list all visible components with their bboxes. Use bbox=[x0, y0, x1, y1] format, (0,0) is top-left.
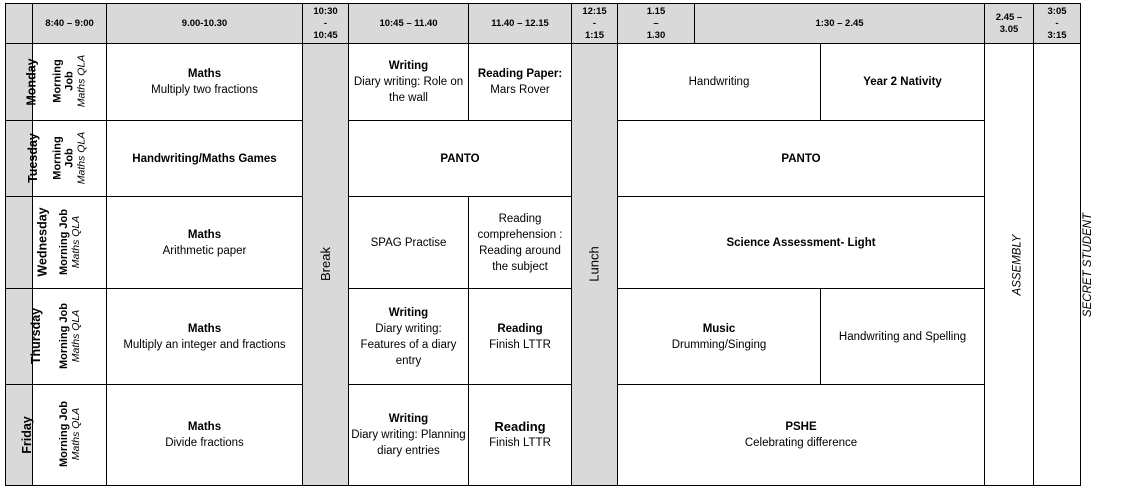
lesson-tuesday-2: PANTO bbox=[349, 121, 572, 197]
lesson-thursday-4: Music Drumming/Singing bbox=[618, 289, 821, 385]
lesson-monday-4: Handwriting bbox=[618, 44, 821, 121]
day-label-tuesday: Tuesday bbox=[6, 121, 33, 197]
day-label-wednesday: Wednesday bbox=[6, 197, 33, 289]
lesson-monday-5: Year 2 Nativity bbox=[821, 44, 985, 121]
lesson-thursday-1: Maths Multiply an integer and fractions bbox=[107, 289, 303, 385]
morning-job-thursday: Morning Job Maths QLA bbox=[33, 289, 107, 385]
morning-job-tuesday: Morning Job Maths QLA bbox=[33, 121, 107, 197]
time-header-afternoon-start: 1.15 – 1.30 bbox=[618, 4, 695, 44]
day-label-thursday: Thursday bbox=[6, 289, 33, 385]
time-header-session-2: 10:45 – 11.40 bbox=[349, 4, 469, 44]
lesson-wednesday-2: SPAG Practise bbox=[349, 197, 469, 289]
break-column: Break bbox=[303, 44, 349, 486]
row-friday bbox=[6, 385, 1081, 486]
row-tuesday bbox=[6, 121, 1081, 197]
lesson-friday-2: Writing Diary writing: Planning diary entries bbox=[349, 385, 469, 486]
lesson-wednesday-4: Science Assessment- Light bbox=[618, 197, 985, 289]
corner-cell bbox=[6, 4, 33, 44]
lesson-friday-3: Reading Finish LTTR bbox=[469, 385, 572, 486]
lesson-tuesday-3: PANTO bbox=[618, 121, 985, 197]
lesson-wednesday-1: Maths Arithmetic paper bbox=[107, 197, 303, 289]
time-header-secret-student: 3:05 - 3:15 bbox=[1034, 4, 1081, 44]
lesson-wednesday-3: Reading comprehension : Reading around the subject bbox=[469, 197, 572, 289]
assembly-column: ASSEMBLY bbox=[985, 44, 1034, 486]
lesson-thursday-2: Writing Diary writing: Features of a diary entry bbox=[349, 289, 469, 385]
lesson-friday-4: PSHE Celebrating difference bbox=[618, 385, 985, 486]
time-header-morning-job: 8:40 – 9:00 bbox=[33, 4, 107, 44]
morning-job-monday: Morning Job Maths QLA bbox=[33, 44, 107, 121]
time-header-break: 10:30 - 10:45 bbox=[303, 4, 349, 44]
lesson-thursday-3: Reading Finish LTTR bbox=[469, 289, 572, 385]
lesson-monday-1: Maths Multiply two fractions bbox=[107, 44, 303, 121]
day-label-monday: Monday bbox=[6, 44, 33, 121]
time-header-assembly: 2.45 – 3.05 bbox=[985, 4, 1034, 44]
lesson-monday-3: Reading Paper: Mars Rover bbox=[469, 44, 572, 121]
lesson-tuesday-1: Handwriting/Maths Games bbox=[107, 121, 303, 197]
row-wednesday bbox=[6, 197, 1081, 289]
time-header-lunch: 12:15 - 1:15 bbox=[572, 4, 618, 44]
row-thursday bbox=[6, 289, 1081, 385]
lesson-monday-2: Writing Diary writing: Role on the wall bbox=[349, 44, 469, 121]
secret-student-column: SECRET STUDENT bbox=[1034, 44, 1081, 486]
lesson-thursday-5: Handwriting and Spelling bbox=[821, 289, 985, 385]
header-row bbox=[6, 4, 1081, 44]
lunch-column: Lunch bbox=[572, 44, 618, 486]
time-header-session-1: 9.00-10.30 bbox=[107, 4, 303, 44]
morning-job-friday: Morning Job Maths QLA bbox=[33, 385, 107, 486]
row-monday bbox=[6, 44, 1081, 121]
lesson-friday-1: Maths Divide fractions bbox=[107, 385, 303, 486]
time-header-afternoon: 1:30 – 2.45 bbox=[695, 4, 985, 44]
timetable bbox=[5, 3, 1095, 486]
day-label-friday: Friday bbox=[6, 385, 33, 486]
time-header-session-3: 11.40 – 12.15 bbox=[469, 4, 572, 44]
morning-job-wednesday: Morning Job Maths QLA bbox=[33, 197, 107, 289]
